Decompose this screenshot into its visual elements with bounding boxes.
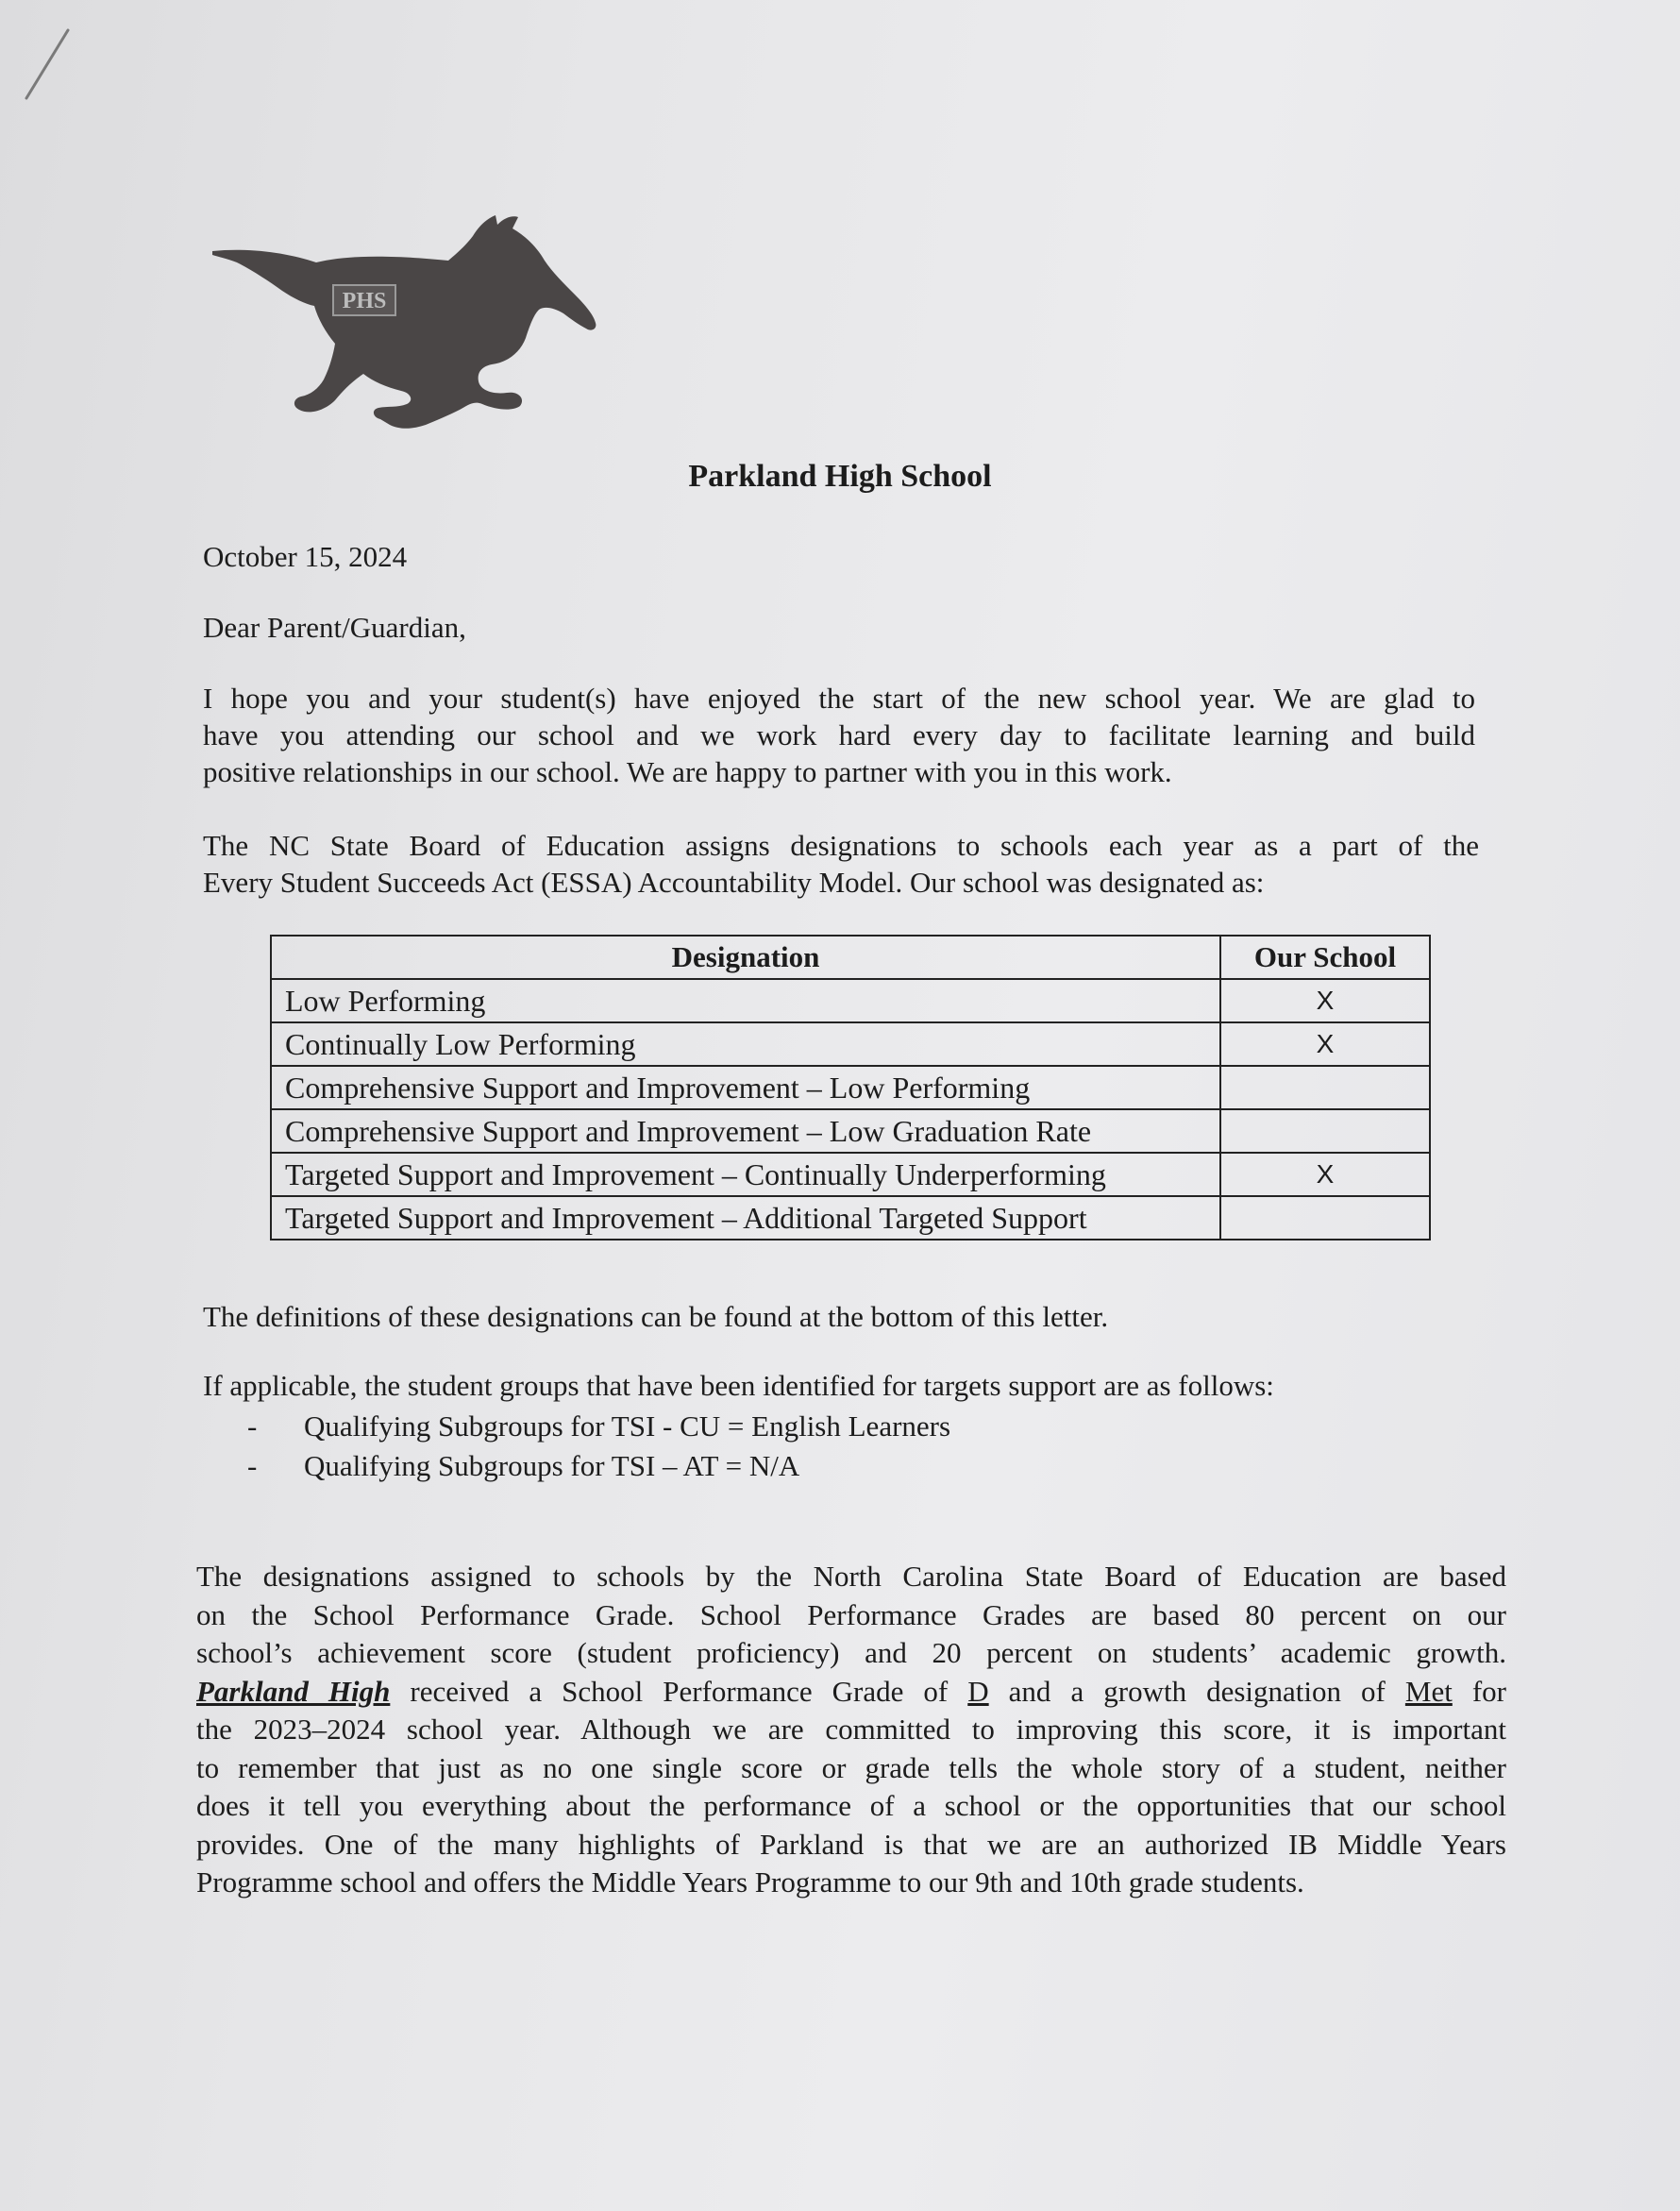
- paragraph-line: have you attending our school and we work hard every day to facilitate learning and build: [203, 718, 1475, 751]
- paragraph-designations-intro: [203, 827, 1479, 901]
- mustang-icon: [212, 215, 599, 434]
- growth-designation: Met: [1404, 1674, 1453, 1708]
- header-designation: Designation: [271, 936, 1220, 979]
- header-our-school: Our School: [1220, 936, 1430, 979]
- logo-label: PHS: [342, 289, 387, 313]
- our-school-mark: [1220, 1196, 1430, 1240]
- designation-cell: Continually Low Performing: [271, 1022, 1220, 1066]
- subgroup-list: [247, 1407, 950, 1486]
- text-run: for: [1452, 1674, 1506, 1708]
- text-run: received a School Performance Grade of: [390, 1674, 968, 1708]
- paragraph-line: school’s achievement score (student proficiency) and 20 percent on students’ academic growth.: [196, 1636, 1506, 1669]
- paragraph-line: positive relationships in our school. We are happy to partner with you in this work.: [203, 755, 1172, 788]
- table-row: [271, 1196, 1430, 1240]
- table-row: [271, 979, 1430, 1022]
- designation-cell: Low Performing: [271, 979, 1220, 1022]
- performance-grade: D: [967, 1674, 989, 1708]
- list-bullet: -: [247, 1449, 258, 1482]
- paragraph-line: Every Student Succeeds Act (ESSA) Accountability Model. Our school was designated as:: [203, 866, 1265, 899]
- designation-table: [270, 935, 1431, 1241]
- table-row: [271, 1109, 1430, 1153]
- list-bullet: -: [247, 1409, 258, 1443]
- paragraph-line: the 2023–2024 school year. Although we are committed to improving this score, it is important: [196, 1713, 1506, 1746]
- paragraph-line: provides. One of the many highlights of Parkland is that we are an authorized IB Middle Years: [196, 1827, 1506, 1861]
- pen-stroke-mark: [19, 26, 76, 102]
- school-name-emphasis: Parkland High: [196, 1674, 391, 1708]
- paragraph-line: to remember that just as no one single score or grade tells the whole story of a student, neither: [196, 1750, 1506, 1784]
- definitions-note: The definitions of these designations can be found at the bottom of this letter.: [203, 1300, 1109, 1333]
- paragraph-line: I hope you and your student(s) have enjoyed the start of the new school year. We are glad to: [203, 682, 1475, 715]
- table-header-row: [271, 936, 1430, 979]
- school-title: Parkland High School: [688, 459, 992, 494]
- paragraph-line: Programme school and offers the Middle Years Programme to our 9th and 10th grade students.: [196, 1865, 1304, 1899]
- designation-cell: Targeted Support and Improvement – Continually Underperforming: [271, 1153, 1220, 1196]
- text-run: and a growth designation of: [988, 1674, 1405, 1708]
- our-school-mark: X: [1220, 1022, 1430, 1066]
- paragraph-performance-grade: [196, 1558, 1506, 1902]
- letter-greeting: Dear Parent/Guardian,: [203, 611, 466, 644]
- table-row: [271, 1022, 1430, 1066]
- designation-cell: Comprehensive Support and Improvement – Low Performing: [271, 1066, 1220, 1109]
- applicable-intro: If applicable, the student groups that have been identified for targets support are as follows:: [203, 1369, 1274, 1402]
- table-row: [271, 1066, 1430, 1109]
- paragraph-line: on the School Performance Grade. School Performance Grades are based 80 percent on our: [196, 1597, 1506, 1631]
- our-school-mark: X: [1220, 979, 1430, 1022]
- paragraph-line: does it tell you everything about the performance of a school or the opportunities that our school: [196, 1789, 1506, 1822]
- letter-date: October 15, 2024: [203, 540, 408, 573]
- subgroup-text: Qualifying Subgroups for TSI – AT = N/A: [304, 1449, 800, 1482]
- our-school-mark: [1220, 1109, 1430, 1153]
- subgroup-text: Qualifying Subgroups for TSI - CU = English Learners: [304, 1409, 951, 1443]
- table-row: [271, 1153, 1430, 1196]
- our-school-mark: [1220, 1066, 1430, 1109]
- designation-cell: Comprehensive Support and Improvement – Low Graduation Rate: [271, 1109, 1220, 1153]
- paragraph-line: [196, 1673, 1506, 1712]
- list-item: [247, 1446, 950, 1486]
- paragraph-line: The designations assigned to schools by the North Carolina State Board of Education are based: [196, 1560, 1506, 1593]
- our-school-mark: X: [1220, 1153, 1430, 1196]
- paragraph-line: The NC State Board of Education assigns designations to schools each year as a part of the: [203, 829, 1479, 862]
- list-item: [247, 1407, 950, 1446]
- designation-cell: Targeted Support and Improvement – Additional Targeted Support: [271, 1196, 1220, 1240]
- paragraph-welcome: [203, 680, 1475, 790]
